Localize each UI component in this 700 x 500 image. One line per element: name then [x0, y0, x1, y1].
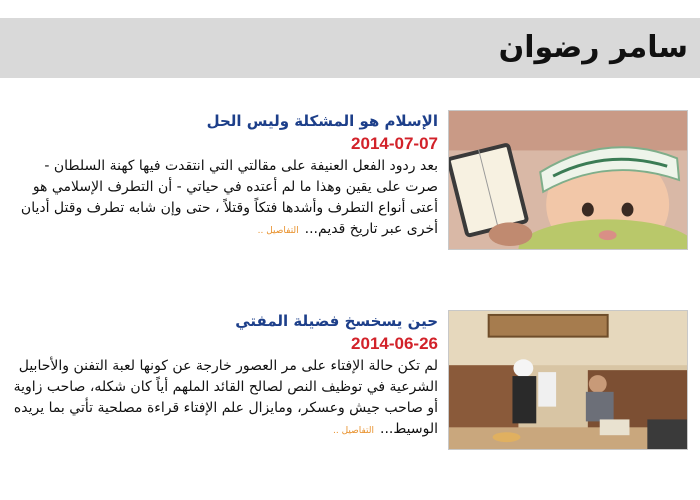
article-text [10, 110, 438, 242]
mufti-meeting-image [449, 311, 687, 449]
article-excerpt-text: لم تكن حالة الإفتاء على مر العصور خارجة عن كونها لعبة التفنن والأحابيل الشرعية في توظيف النص لصالح القائد الملهم أياً كان شكله، صاحب زاوية أو صاحب جيش وعسكر، ومايزال علم الإفتاء قراءة مصلحية تأتي بما يريده الوسيط... [13, 358, 438, 437]
page-header [0, 18, 700, 78]
article-title[interactable]: الإسلام هو المشكلة وليس الحل [206, 112, 438, 130]
article-thumbnail[interactable] [448, 310, 688, 450]
details-link[interactable]: التفاصيل .. [333, 426, 375, 436]
details-link[interactable]: التفاصيل .. [257, 226, 299, 236]
article-date: 2014-06-26 [351, 334, 438, 353]
article-excerpt-text: بعد ردود الفعل العنيفة على مقالتي التي انتقدت فيها كهنة السلطان - صرت على يقين وهذا ما لم أعتده في حياتي - أن التطرف الإسلامي هو أعتى أنواع التطرف وأشدها فتكاً وقتلاً ، حتى وإن شابه تطرف وقتل أديان أخرى عبر تاريخ قديم... [20, 158, 438, 237]
child-with-quran-image [449, 111, 687, 249]
article-excerpt [10, 356, 438, 442]
article-excerpt [10, 156, 438, 242]
article-item [0, 110, 700, 270]
article-thumbnail[interactable] [448, 110, 688, 250]
article-date: 2014-07-07 [351, 134, 438, 153]
article-text [10, 310, 438, 442]
article-title[interactable]: حين يسخسخ فضيلة المفتي [235, 312, 438, 330]
article-item [0, 310, 700, 470]
author-name: سامر رضوان [498, 30, 688, 65]
